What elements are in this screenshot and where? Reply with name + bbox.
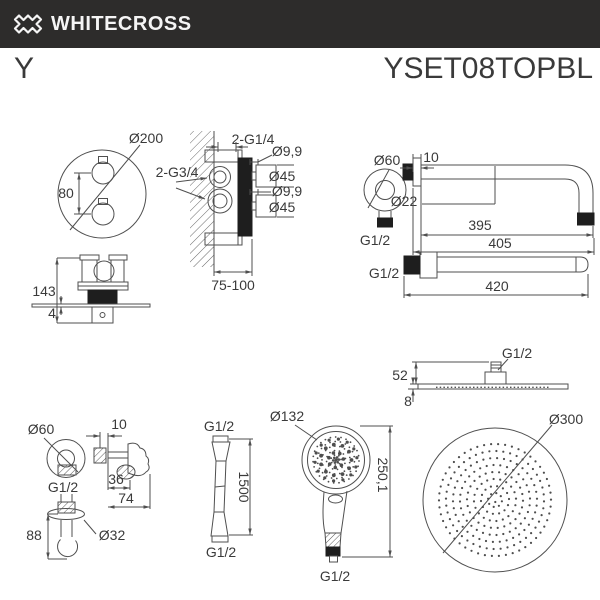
dim-outlet-height: 88 — [26, 527, 42, 543]
dim-mixer-diameter: Ø200 — [128, 130, 164, 146]
dim-stem2: Ø9,9 — [271, 183, 303, 199]
dim-depth: 75-100 — [211, 277, 255, 293]
dim-knob-spacing: 80 — [58, 185, 74, 201]
dim-hose-thread-bottom: G1/2 — [205, 544, 237, 560]
dim-holder-depth: 36 — [108, 471, 124, 487]
arm-thread-tip — [578, 213, 595, 225]
head-plate — [418, 384, 568, 389]
header-bar — [0, 0, 600, 48]
dim-holder-width: 74 — [118, 490, 134, 506]
hand-shower-nozzle-dots — [312, 436, 360, 484]
wall-hatch — [190, 131, 214, 267]
dim-arm-tube: Ø22 — [390, 193, 418, 209]
dim-hand-head: Ø132 — [269, 408, 305, 424]
valve-side-drawing — [150, 115, 320, 295]
hand-shower-thread-band — [326, 547, 340, 556]
dim-top-ports: 2-G1/4 — [231, 131, 275, 147]
dim-knob1: Ø45 — [268, 168, 296, 184]
dim-knob2: Ø45 — [268, 199, 296, 215]
dim-head-thickness: 8 — [404, 393, 412, 409]
dim-arm-thread-front: G1/2 — [359, 232, 391, 248]
series-title: Y — [14, 52, 35, 85]
dim-arm-len1: 395 — [468, 217, 492, 233]
dim-arm-len3: 420 — [485, 278, 509, 294]
dim-arm-flange: Ø60 — [373, 152, 401, 168]
brand-name: WHITECROSS — [51, 12, 192, 35]
mixer-knob-bottom — [92, 203, 114, 225]
arm-thread-front — [378, 218, 393, 227]
head-side-drawing — [380, 340, 580, 410]
head-top-nozzle-dots — [438, 443, 552, 557]
dim-head-thread: G1/2 — [501, 345, 533, 361]
hose-drawing — [185, 415, 260, 565]
model-title: YSET08TOPBL — [383, 52, 593, 85]
dim-outlet-flange: Ø60 — [27, 421, 55, 437]
dim-hose-thread-top: G1/2 — [203, 418, 235, 434]
dim-outlet-thread: G1/2 — [47, 479, 79, 495]
trim-plate — [238, 158, 252, 236]
dim-height-143: 143 — [32, 283, 56, 299]
dim-arm-len2: 405 — [488, 235, 512, 251]
shower-arm-drawing — [340, 140, 600, 305]
dim-arm-thread-bottom: G1/2 — [368, 265, 400, 281]
holder-hook — [58, 540, 78, 557]
hand-shower-grip — [325, 533, 341, 547]
dim-hand-length: 250,1 — [375, 457, 391, 493]
dim-escutcheon: Ø32 — [98, 527, 126, 543]
dim-stem1: Ø9,9 — [271, 143, 303, 159]
dim-head-top-diameter: Ø300 — [548, 411, 584, 427]
dim-head-height: 52 — [392, 367, 408, 383]
dim-hand-thread: G1/2 — [319, 568, 351, 584]
dim-side-ports: 2-G3/4 — [155, 164, 199, 180]
trim-plate-edge — [88, 290, 117, 304]
hand-shower-drawing — [265, 400, 400, 595]
head-top-drawing — [400, 405, 600, 595]
arm-thread-bottom-view — [404, 256, 420, 274]
valve-bottom-drawing — [25, 250, 170, 330]
dim-plate-4: 4 — [48, 305, 56, 321]
dim-outlet-offset: 10 — [111, 416, 127, 432]
dim-hose-length: 1500 — [236, 471, 252, 503]
outlet-holder-drawing — [20, 410, 170, 570]
dim-arm-offset: 10 — [423, 149, 439, 165]
whitecross-logo-icon — [11, 7, 45, 41]
